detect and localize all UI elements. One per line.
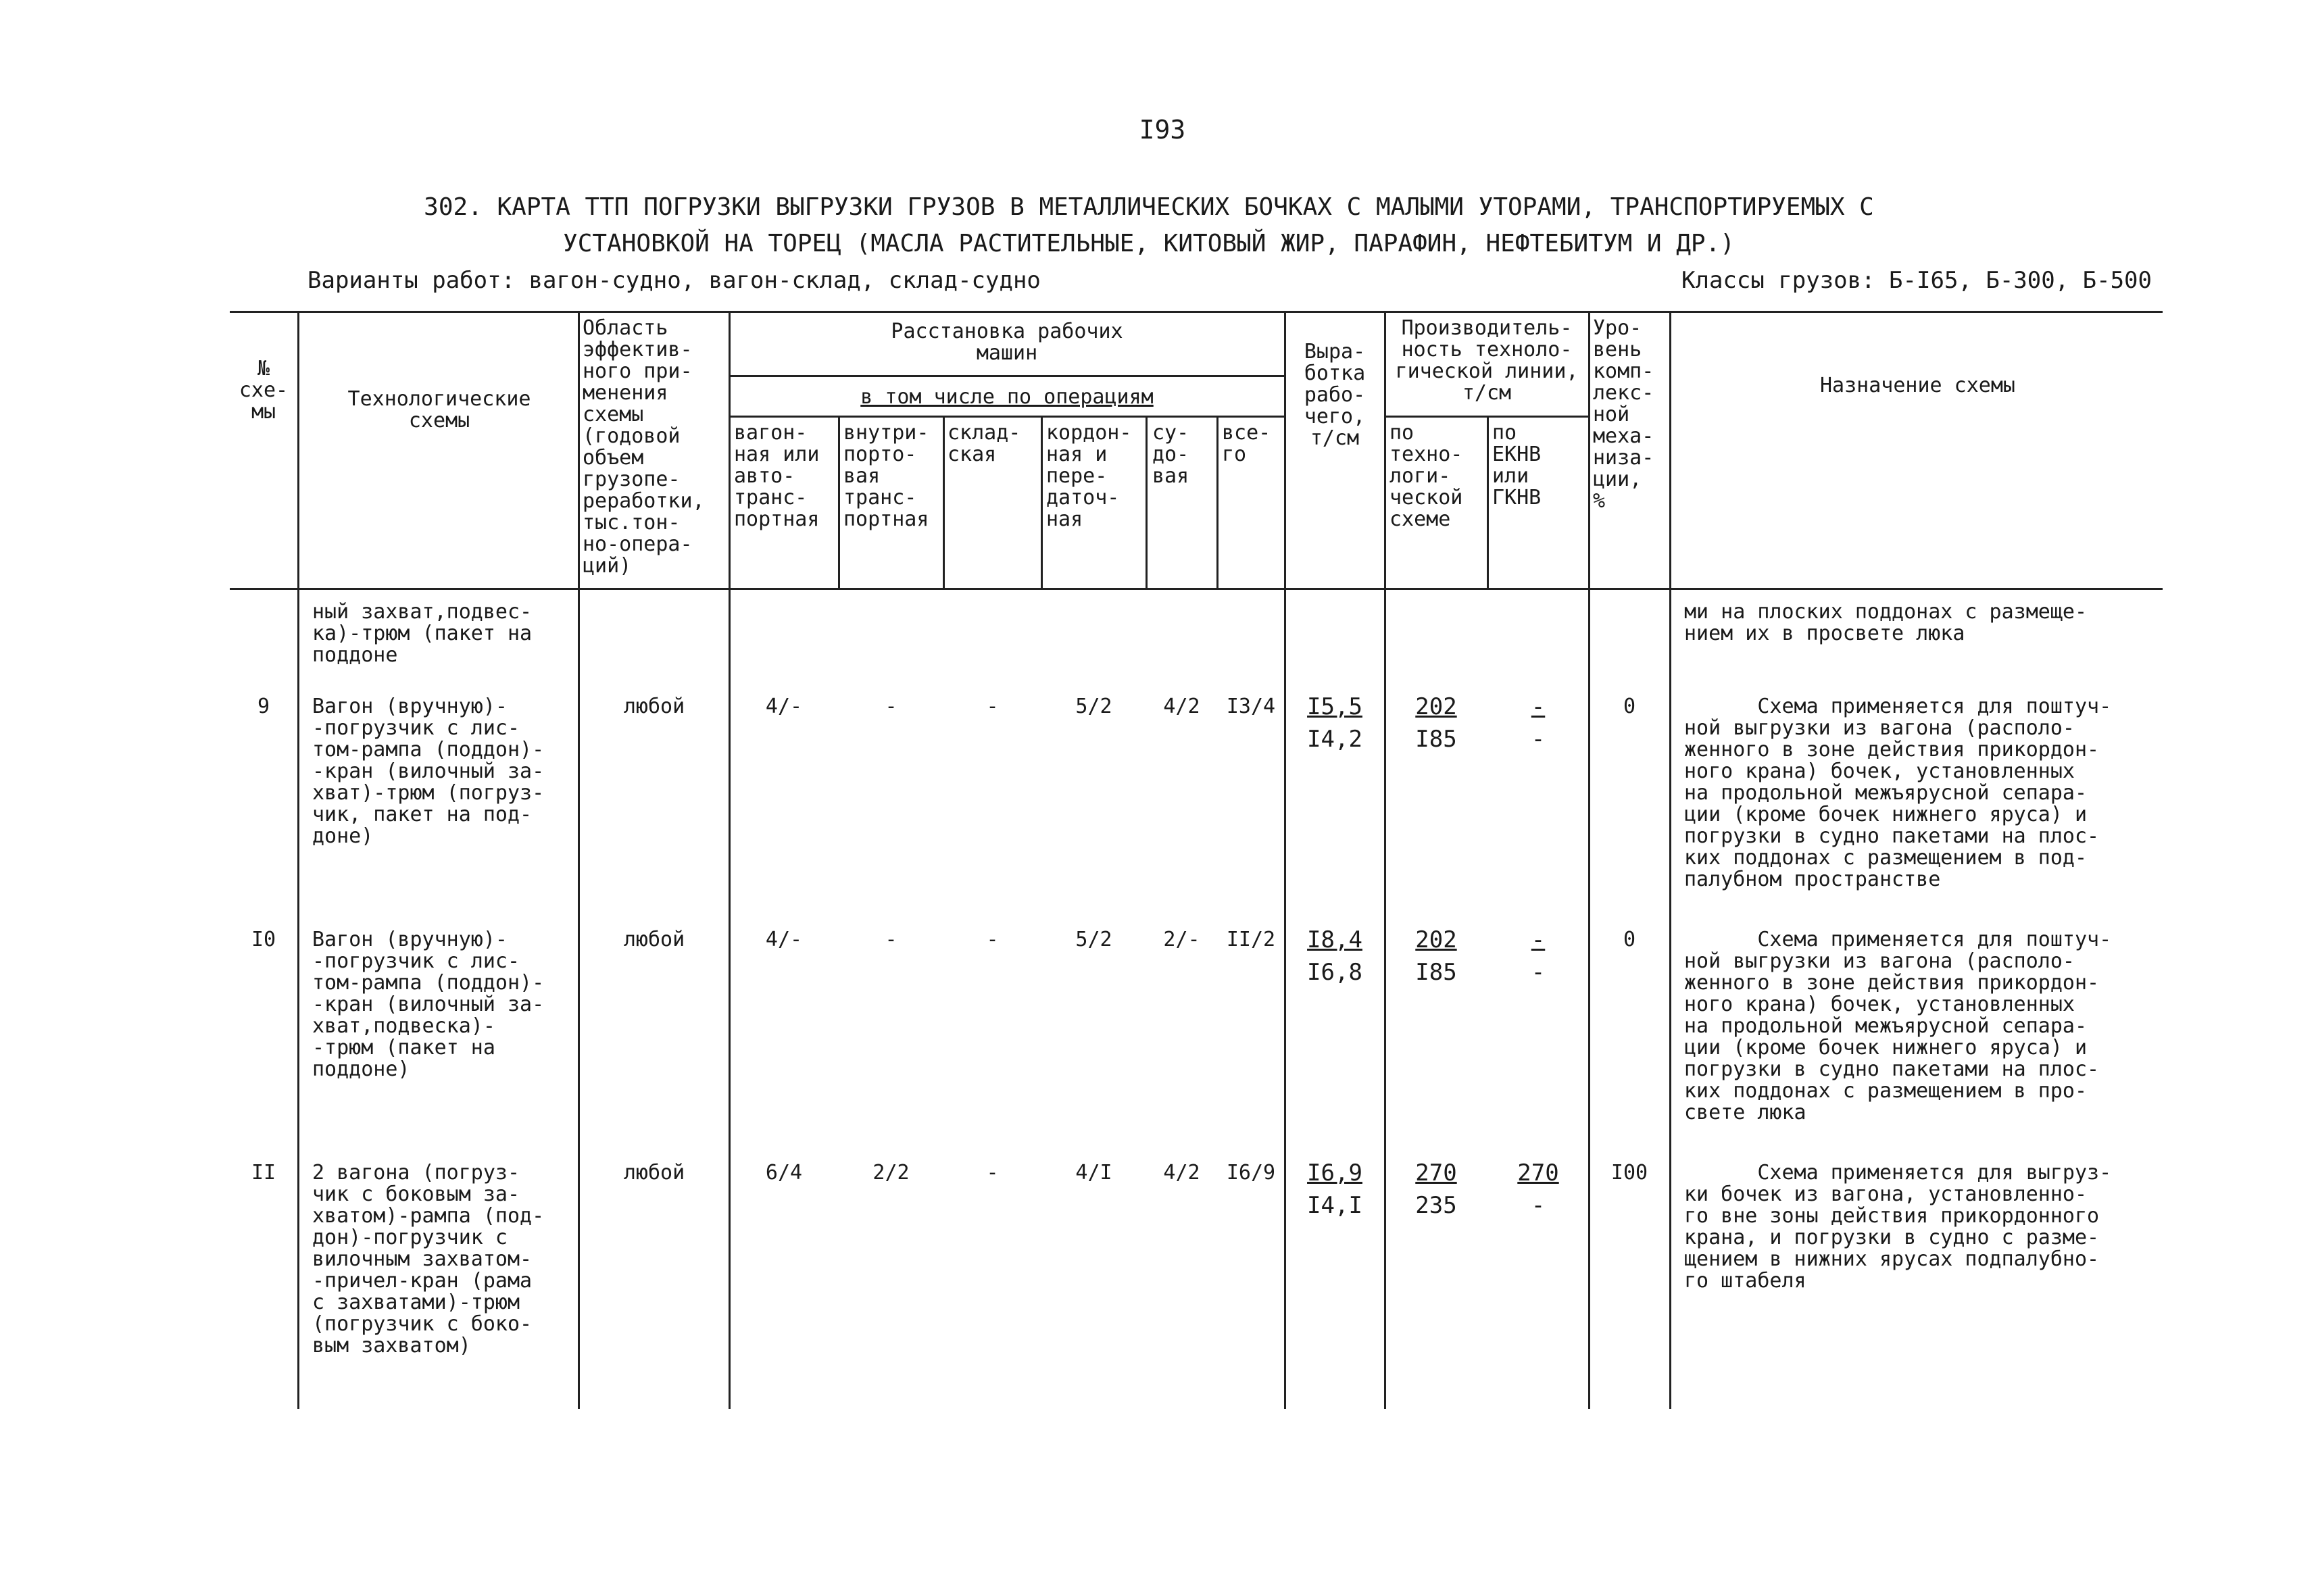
row-prod-scheme-bottom: I85	[1415, 726, 1457, 753]
row-op-ship: 4/2	[1163, 1161, 1200, 1184]
header-op-warehouse: склад- ская	[947, 421, 1021, 466]
header-purpose: Назначение схемы	[1820, 374, 2015, 397]
col-border-11	[1487, 416, 1489, 588]
table-top-border	[230, 311, 2163, 313]
row-op-warehouse: -	[986, 695, 999, 718]
row-output-top: I6,9	[1307, 1159, 1362, 1187]
col-border-3	[729, 311, 731, 1409]
operations-sub-border	[730, 416, 1284, 418]
col-border-6	[1041, 416, 1043, 588]
col-border-9	[1284, 311, 1286, 1409]
header-bottom-border	[230, 588, 2163, 590]
title-line-1: 302. КАРТА ТТП ПОГРУЗКИ ВЫГРУЗКИ ГРУЗОВ В МЕТАЛЛИЧЕСКИХ БОЧКАХ С МАЛЫМИ УТОРАМИ, ТРАНСПОРТИРУЕМЫХ С	[424, 193, 1874, 221]
header-op-total: все- го	[1222, 421, 1271, 466]
header-output: Выра- ботка рабо- чего, т/см	[1304, 340, 1366, 450]
work-variants: Варианты работ: вагон-судно, вагон-склад, склад-судно	[307, 267, 1041, 294]
col-border-2	[578, 311, 580, 1409]
header-mechanization: Уро- вень комп- лекс- ной меха- низа- ции, %	[1593, 316, 1654, 513]
header-op-cordon: кордон- ная и пере- даточ- ная	[1046, 421, 1132, 531]
row-prod-scheme-bottom: 235	[1415, 1192, 1457, 1219]
col-border-4	[838, 416, 840, 588]
row-scheme-text: Вагон (вручную)- -погрузчик с лис- том-рампа (поддон)- -кран (вилочный за- хват)-трюм (погруз- чик, пакет на под- доне)	[312, 695, 545, 848]
header-op-internal: внутри- порто- вая транс- портная	[843, 421, 929, 531]
page-number: I93	[1139, 115, 1186, 145]
row-area: любой	[623, 695, 685, 718]
row-purpose: Схема применяется для выгруз- ки бочек из вагона, установленно- го вне зоны действия прикордонного крана, и погрузки в судно с разме- щением в нижних ярусах подпалубно- го штабеля	[1684, 1161, 2112, 1293]
document-title	[338, 189, 1960, 262]
col-border-5	[943, 416, 945, 588]
header-prod-by-ekhnv: по ЕКНВ или ГКНВ	[1492, 421, 1542, 509]
continuation-purpose-text: ми на плоских поддонах с размеще- нием их в просвете люка	[1684, 600, 2088, 645]
row-op-wagon: 4/-	[765, 695, 803, 718]
row-purpose: Схема применяется для поштуч- ной выгрузки из вагона (располо- женного в зоне действия прикордон- ного крана) бочек, установленных на продольной межъярусной сепара- ции (кроме бочек нижнего яруса) и погрузки в судно пакетами на плос- ких поддонах с размещением в под- палубном пространстве	[1684, 695, 2112, 891]
col-border-10	[1384, 311, 1386, 1409]
row-prod-scheme	[1385, 691, 1487, 755]
col-border-1	[297, 311, 299, 1409]
header-op-wagon: вагон- ная или авто- транс- портная	[734, 421, 820, 531]
row-output	[1285, 691, 1384, 755]
row-op-internal: -	[885, 695, 897, 718]
row-scheme-no: I0	[251, 928, 276, 951]
row-op-ship: 4/2	[1163, 695, 1200, 718]
row-op-internal: 2/2	[872, 1161, 910, 1184]
row-scheme-no: II	[251, 1161, 276, 1184]
row-scheme-text: 2 вагона (погруз- чик с боковым за- хватом)-рампа (под- дон)-погрузчик с вилочным захватом- -причел-кран (рама с захватами)-трюм (погрузчик с боко- вым захватом)	[312, 1161, 545, 1357]
col-border-13	[1669, 311, 1671, 1409]
row-prod-ekhnv	[1488, 924, 1588, 989]
row-prod-ekhnv-top: -	[1531, 926, 1546, 953]
row-area: любой	[623, 1161, 685, 1184]
row-output	[1285, 924, 1384, 989]
header-scheme-no: № схе- мы	[239, 357, 289, 424]
row-op-ship: 2/-	[1163, 928, 1200, 951]
row-prod-scheme-top: 202	[1415, 926, 1457, 953]
row-scheme-no: 9	[257, 695, 270, 718]
header-tech-schemes: Технологические схемы	[347, 387, 531, 432]
row-prod-ekhnv-bottom: -	[1531, 726, 1546, 753]
cargo-classes: Классы грузов: Б-I65, Б-300, Б-500	[1681, 267, 2152, 294]
row-mechanization: 0	[1623, 928, 1636, 951]
row-prod-ekhnv	[1488, 1157, 1588, 1222]
row-output-top: I5,5	[1307, 693, 1362, 720]
row-prod-scheme	[1385, 1157, 1487, 1222]
row-area: любой	[623, 928, 685, 951]
row-op-internal: -	[885, 928, 897, 951]
row-mechanization: I00	[1610, 1161, 1648, 1184]
row-prod-ekhnv-top: 270	[1517, 1159, 1559, 1187]
col-border-8	[1216, 416, 1218, 588]
col-border-7	[1146, 416, 1148, 588]
row-output-bottom: I6,8	[1307, 959, 1362, 986]
header-area: Область эффектив- ного при- менения схемы (годовой объем грузопе- реработки, тыс.тон- но-опера- ций)	[583, 316, 705, 578]
row-output-top: I8,4	[1307, 926, 1362, 953]
row-op-total: I3/4	[1226, 695, 1276, 718]
row-prod-ekhnv-top: -	[1531, 693, 1546, 720]
row-output	[1285, 1157, 1384, 1222]
header-productivity: Производитель- ность техноло- гической линии, т/см	[1395, 316, 1579, 405]
continuation-scheme-text: ный захват,подвес- ка)-трюм (пакет на поддоне	[312, 600, 533, 667]
title-line-2: УСТАНОВКОЙ НА ТОРЕЦ (МАСЛА РАСТИТЕЛЬНЫЕ, КИТОВЫЙ ЖИР, ПАРАФИН, НЕФТЕБИТУМ И ДР.)	[563, 230, 1735, 257]
row-op-total: II/2	[1226, 928, 1276, 951]
row-op-cordon: 4/I	[1075, 1161, 1112, 1184]
row-prod-ekhnv-bottom: -	[1531, 959, 1546, 986]
placement-sub-border	[730, 375, 1284, 377]
row-purpose: Схема применяется для поштуч- ной выгрузки из вагона (располо- женного в зоне действия прикордон- ного крана) бочек, установленных на продольной межъярусной сепара- ции (кроме бочек нижнего яруса) и погрузки в судно пакетами на плос- ких поддонах с размещением в про- свете люка	[1684, 928, 2112, 1124]
row-prod-scheme-top: 270	[1415, 1159, 1457, 1187]
header-op-ship: су- до- вая	[1152, 421, 1189, 488]
row-output-bottom: I4,2	[1307, 726, 1362, 753]
row-op-cordon: 5/2	[1075, 695, 1112, 718]
row-mechanization: 0	[1623, 695, 1636, 718]
row-prod-scheme-bottom: I85	[1415, 959, 1457, 986]
row-op-wagon: 6/4	[765, 1161, 803, 1184]
row-prod-ekhnv-bottom: -	[1531, 1192, 1546, 1219]
header-including-ops: в том числе по операциям	[860, 385, 1154, 409]
row-op-cordon: 5/2	[1075, 928, 1112, 951]
row-output-bottom: I4,I	[1307, 1192, 1362, 1219]
col-border-12	[1588, 311, 1590, 1409]
header-prod-by-scheme: по техно- логи- ческой схеме	[1389, 421, 1463, 531]
row-op-warehouse: -	[986, 1161, 999, 1184]
row-op-wagon: 4/-	[765, 928, 803, 951]
row-prod-ekhnv	[1488, 691, 1588, 755]
row-scheme-text: Вагон (вручную)- -погрузчик с лис- том-рампа (поддон)- -кран (вилочный за- хват,подвеска)- -трюм (пакет на поддоне)	[312, 928, 545, 1081]
row-prod-scheme-top: 202	[1415, 693, 1457, 720]
header-placement: Расстановка рабочих машин	[891, 320, 1123, 365]
row-prod-scheme	[1385, 924, 1487, 989]
row-op-warehouse: -	[986, 928, 999, 951]
row-op-total: I6/9	[1226, 1161, 1276, 1184]
